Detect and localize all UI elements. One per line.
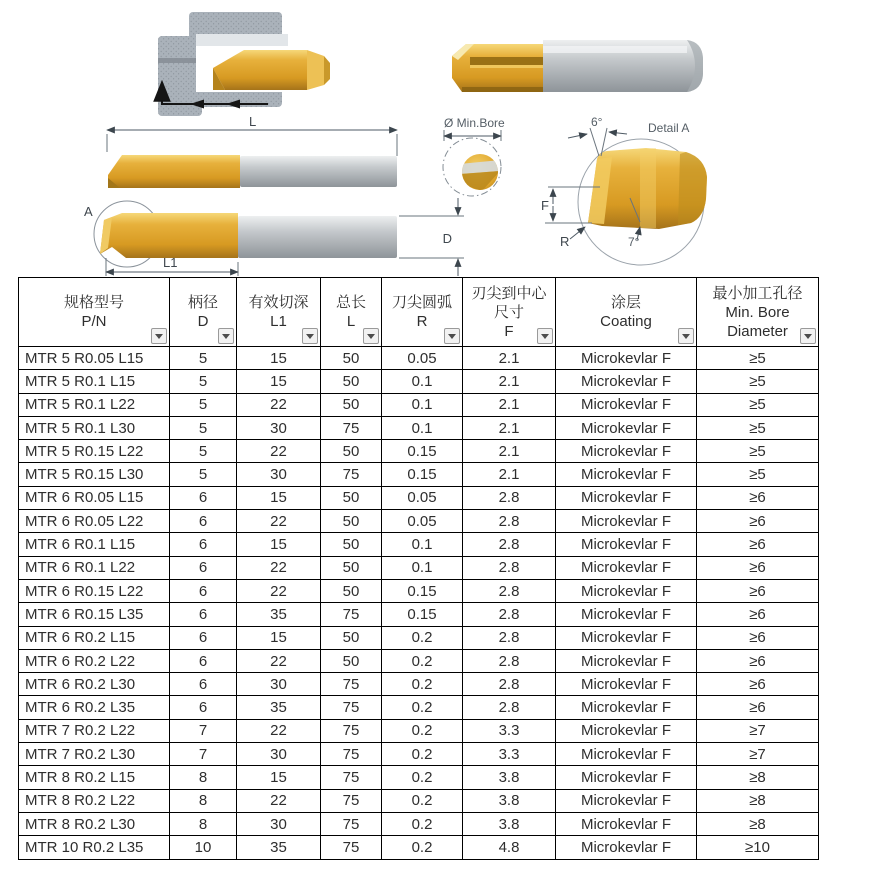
cell-l: 75 [321, 603, 382, 626]
table-row [19, 603, 819, 626]
cell-pn: MTR 6 R0.1 L15 [19, 533, 170, 556]
cell-r: 0.2 [382, 766, 463, 789]
cell-l1: 22 [237, 393, 321, 416]
cell-l1: 30 [237, 463, 321, 486]
cell-l1: 30 [237, 416, 321, 439]
clearance-angle-label: 7° [628, 235, 640, 249]
cell-d: 5 [170, 440, 237, 463]
cell-coating: Microkevlar F [556, 393, 697, 416]
table-row [19, 370, 819, 393]
cell-f: 3.3 [463, 743, 556, 766]
cell-d: 5 [170, 416, 237, 439]
cell-pn: MTR 6 R0.05 L22 [19, 510, 170, 533]
cell-f: 3.8 [463, 766, 556, 789]
table-row [19, 743, 819, 766]
cell-r: 0.2 [382, 743, 463, 766]
header-row [19, 278, 819, 347]
cell-minbore: ≥8 [697, 766, 819, 789]
spec-table-body [19, 347, 819, 860]
cell-d: 5 [170, 370, 237, 393]
col-header-r [382, 278, 463, 347]
table-row [19, 510, 819, 533]
chevron-down-icon [306, 334, 314, 339]
cell-l: 75 [321, 673, 382, 696]
cell-coating: Microkevlar F [556, 510, 697, 533]
cell-f: 2.1 [463, 347, 556, 370]
cell-coating: Microkevlar F [556, 836, 697, 859]
cell-l: 50 [321, 579, 382, 602]
cell-coating: Microkevlar F [556, 347, 697, 370]
cell-minbore: ≥6 [697, 603, 819, 626]
cell-l: 50 [321, 533, 382, 556]
cell-f: 2.8 [463, 556, 556, 579]
col-header-pn [19, 278, 170, 347]
cell-r: 0.15 [382, 579, 463, 602]
cell-f: 2.8 [463, 603, 556, 626]
cell-d: 8 [170, 766, 237, 789]
cell-minbore: ≥5 [697, 463, 819, 486]
cell-d: 7 [170, 743, 237, 766]
header-line: 尺寸 [493, 303, 524, 321]
cell-minbore: ≥8 [697, 812, 819, 835]
cell-d: 6 [170, 533, 237, 556]
cell-minbore: ≥5 [697, 440, 819, 463]
cell-r: 0.2 [382, 649, 463, 672]
cell-r: 0.2 [382, 696, 463, 719]
cell-coating: Microkevlar F [556, 463, 697, 486]
header-line: 最小加工孔径 [712, 284, 803, 302]
cell-f: 2.8 [463, 626, 556, 649]
header-line: L1 [270, 313, 287, 330]
cell-f: 2.1 [463, 463, 556, 486]
cell-l1: 30 [237, 673, 321, 696]
cell-f: 3.8 [463, 789, 556, 812]
cell-coating: Microkevlar F [556, 416, 697, 439]
cell-coating: Microkevlar F [556, 673, 697, 696]
cell-r: 0.15 [382, 603, 463, 626]
dim-label-L1: L1 [163, 255, 178, 270]
cell-minbore: ≥6 [697, 556, 819, 579]
cell-l1: 15 [237, 347, 321, 370]
col-header-d [170, 278, 237, 347]
cell-coating: Microkevlar F [556, 626, 697, 649]
cell-f: 2.1 [463, 440, 556, 463]
detail-a-diagram [541, 115, 707, 265]
table-row [19, 766, 819, 789]
cell-l: 50 [321, 440, 382, 463]
cell-r: 0.2 [382, 673, 463, 696]
dimension-drawing [84, 114, 464, 276]
cell-d: 5 [170, 463, 237, 486]
cell-l1: 15 [237, 370, 321, 393]
spec-table [18, 277, 819, 860]
cell-coating: Microkevlar F [556, 440, 697, 463]
cell-f: 2.8 [463, 510, 556, 533]
header-line: Min. Bore [725, 303, 790, 321]
table-row [19, 416, 819, 439]
cell-l1: 35 [237, 603, 321, 626]
cell-d: 6 [170, 556, 237, 579]
chevron-down-icon [155, 334, 163, 339]
cell-minbore: ≥6 [697, 486, 819, 509]
cell-l: 50 [321, 510, 382, 533]
cell-l1: 22 [237, 719, 321, 742]
chevron-down-icon [682, 334, 690, 339]
cell-pn: MTR 7 R0.2 L30 [19, 743, 170, 766]
header-line: 涂层 [610, 294, 641, 311]
cell-pn: MTR 10 R0.2 L35 [19, 836, 170, 859]
cell-f: 2.1 [463, 370, 556, 393]
cell-coating: Microkevlar F [556, 579, 697, 602]
cell-minbore: ≥6 [697, 649, 819, 672]
header-line: 柄径 [187, 294, 218, 311]
cell-minbore: ≥6 [697, 626, 819, 649]
cell-l1: 35 [237, 836, 321, 859]
table-row [19, 696, 819, 719]
cell-pn: MTR 6 R0.1 L22 [19, 556, 170, 579]
col-header-l1 [237, 278, 321, 347]
cell-coating: Microkevlar F [556, 486, 697, 509]
table-row [19, 556, 819, 579]
cell-l: 50 [321, 556, 382, 579]
table-row [19, 719, 819, 742]
table-row [19, 836, 819, 859]
cell-l1: 22 [237, 556, 321, 579]
cell-l: 50 [321, 393, 382, 416]
cell-pn: MTR 8 R0.2 L22 [19, 789, 170, 812]
workpiece-cutting-illustration [158, 12, 330, 116]
cell-coating: Microkevlar F [556, 649, 697, 672]
cell-l: 75 [321, 416, 382, 439]
detail-a-label: Detail A [648, 121, 690, 135]
cell-pn: MTR 5 R0.1 L22 [19, 393, 170, 416]
cell-pn: MTR 5 R0.15 L30 [19, 463, 170, 486]
cell-l: 75 [321, 463, 382, 486]
table-row [19, 393, 819, 416]
cell-minbore: ≥5 [697, 393, 819, 416]
cell-r: 0.1 [382, 533, 463, 556]
cell-pn: MTR 6 R0.2 L35 [19, 696, 170, 719]
cell-r: 0.1 [382, 416, 463, 439]
header-line: Diameter [727, 322, 788, 340]
chevron-down-icon [804, 334, 812, 339]
cell-r: 0.05 [382, 510, 463, 533]
dim-label-D: D [442, 231, 452, 246]
cell-pn: MTR 5 R0.15 L22 [19, 440, 170, 463]
cell-pn: MTR 6 R0.15 L22 [19, 579, 170, 602]
cell-d: 7 [170, 719, 237, 742]
cell-l: 50 [321, 626, 382, 649]
dim-label-F: F [541, 198, 549, 213]
cell-minbore: ≥6 [697, 510, 819, 533]
cell-coating: Microkevlar F [556, 789, 697, 812]
cell-f: 2.8 [463, 533, 556, 556]
cell-r: 0.15 [382, 463, 463, 486]
tool-photo [452, 40, 703, 92]
cell-d: 6 [170, 486, 237, 509]
cell-l1: 22 [237, 510, 321, 533]
cell-pn: MTR 6 R0.2 L22 [19, 649, 170, 672]
cell-f: 2.1 [463, 416, 556, 439]
filter-button[interactable] [800, 328, 816, 344]
cell-minbore: ≥6 [697, 673, 819, 696]
radius-label: R [560, 234, 570, 249]
cell-r: 0.2 [382, 812, 463, 835]
cell-pn: MTR 6 R0.2 L15 [19, 626, 170, 649]
cell-d: 5 [170, 393, 237, 416]
cell-pn: MTR 7 R0.2 L22 [19, 719, 170, 742]
cell-l1: 15 [237, 486, 321, 509]
cell-l: 75 [321, 696, 382, 719]
cell-minbore: ≥6 [697, 579, 819, 602]
header-line: 总长 [335, 294, 366, 311]
cell-l: 75 [321, 836, 382, 859]
header-line: R [416, 313, 428, 330]
spec-table-container [18, 277, 819, 860]
table-row [19, 347, 819, 370]
header-line: Coating [600, 313, 652, 330]
table-row [19, 649, 819, 672]
cell-f: 2.8 [463, 696, 556, 719]
cell-pn: MTR 6 R0.15 L35 [19, 603, 170, 626]
cell-pn: MTR 5 R0.1 L15 [19, 370, 170, 393]
cell-l: 75 [321, 812, 382, 835]
cell-r: 0.05 [382, 486, 463, 509]
cell-l1: 30 [237, 743, 321, 766]
cell-minbore: ≥5 [697, 347, 819, 370]
min-bore-label: Ø Min.Bore [444, 116, 505, 130]
cell-pn: MTR 6 R0.05 L15 [19, 486, 170, 509]
cell-minbore: ≥6 [697, 533, 819, 556]
cell-d: 6 [170, 626, 237, 649]
header-line: L [346, 313, 356, 330]
table-row [19, 812, 819, 835]
cell-f: 2.8 [463, 649, 556, 672]
cell-l1: 15 [237, 533, 321, 556]
filter-button[interactable] [444, 328, 460, 344]
cell-pn: MTR 8 R0.2 L15 [19, 766, 170, 789]
cell-l: 50 [321, 649, 382, 672]
cell-coating: Microkevlar F [556, 603, 697, 626]
cell-f: 2.1 [463, 393, 556, 416]
cell-coating: Microkevlar F [556, 696, 697, 719]
cell-minbore: ≥5 [697, 416, 819, 439]
cell-r: 0.1 [382, 393, 463, 416]
filter-button[interactable] [218, 328, 234, 344]
cell-r: 0.2 [382, 836, 463, 859]
cell-l: 50 [321, 486, 382, 509]
cell-d: 6 [170, 510, 237, 533]
cell-f: 2.8 [463, 486, 556, 509]
cell-r: 0.1 [382, 556, 463, 579]
cell-coating: Microkevlar F [556, 743, 697, 766]
table-row [19, 579, 819, 602]
cell-d: 6 [170, 696, 237, 719]
cell-d: 10 [170, 836, 237, 859]
cell-l: 75 [321, 789, 382, 812]
cell-pn: MTR 5 R0.1 L30 [19, 416, 170, 439]
cell-l: 75 [321, 766, 382, 789]
cell-l: 75 [321, 743, 382, 766]
table-row [19, 440, 819, 463]
cell-coating: Microkevlar F [556, 370, 697, 393]
table-row [19, 533, 819, 556]
cell-coating: Microkevlar F [556, 719, 697, 742]
cell-l1: 22 [237, 440, 321, 463]
cell-r: 0.2 [382, 789, 463, 812]
table-row [19, 673, 819, 696]
cell-r: 0.1 [382, 370, 463, 393]
col-header-minbore [697, 278, 819, 347]
filter-button[interactable] [678, 328, 694, 344]
cell-coating: Microkevlar F [556, 812, 697, 835]
cell-l1: 22 [237, 789, 321, 812]
chevron-down-icon [367, 334, 375, 339]
cell-d: 6 [170, 673, 237, 696]
cell-coating: Microkevlar F [556, 766, 697, 789]
cell-r: 0.05 [382, 347, 463, 370]
cell-l1: 35 [237, 696, 321, 719]
cell-minbore: ≥7 [697, 743, 819, 766]
col-header-coating [556, 278, 697, 347]
cell-coating: Microkevlar F [556, 556, 697, 579]
cell-l: 50 [321, 347, 382, 370]
cell-coating: Microkevlar F [556, 533, 697, 556]
header-line: D [197, 313, 209, 330]
cell-d: 6 [170, 603, 237, 626]
cell-d: 5 [170, 347, 237, 370]
cell-r: 0.15 [382, 440, 463, 463]
col-header-f [463, 278, 556, 347]
header-line: F [504, 322, 514, 340]
cell-l1: 15 [237, 626, 321, 649]
cell-pn: MTR 6 R0.2 L30 [19, 673, 170, 696]
cell-f: 2.8 [463, 579, 556, 602]
min-bore-diagram [443, 116, 505, 196]
cell-minbore: ≥8 [697, 789, 819, 812]
header-line: 有效切深 [248, 294, 309, 311]
cell-r: 0.2 [382, 626, 463, 649]
cell-pn: MTR 8 R0.2 L30 [19, 812, 170, 835]
filter-button[interactable] [363, 328, 379, 344]
cell-l1: 30 [237, 812, 321, 835]
cell-l1: 22 [237, 649, 321, 672]
cell-minbore: ≥6 [697, 696, 819, 719]
cell-f: 4.8 [463, 836, 556, 859]
cell-d: 8 [170, 812, 237, 835]
chevron-down-icon [448, 334, 456, 339]
cell-r: 0.2 [382, 719, 463, 742]
cell-pn: MTR 5 R0.05 L15 [19, 347, 170, 370]
chevron-down-icon [541, 334, 549, 339]
table-row [19, 463, 819, 486]
header-line: 刃尖到中心 [471, 284, 547, 302]
cell-minbore: ≥10 [697, 836, 819, 859]
filter-button[interactable] [302, 328, 318, 344]
rake-angle-label: 6° [591, 115, 603, 129]
cell-f: 3.3 [463, 719, 556, 742]
cell-l1: 22 [237, 579, 321, 602]
table-row [19, 626, 819, 649]
cell-d: 6 [170, 579, 237, 602]
chevron-down-icon [222, 334, 230, 339]
header-line: P/N [81, 313, 107, 330]
filter-button[interactable] [537, 328, 553, 344]
cell-minbore: ≥7 [697, 719, 819, 742]
cell-d: 8 [170, 789, 237, 812]
cell-l1: 15 [237, 766, 321, 789]
cell-minbore: ≥5 [697, 370, 819, 393]
cell-f: 2.8 [463, 673, 556, 696]
filter-button[interactable] [151, 328, 167, 344]
cell-l: 50 [321, 370, 382, 393]
table-row [19, 789, 819, 812]
header-line: 规格型号 [63, 294, 124, 311]
cell-f: 3.8 [463, 812, 556, 835]
cell-l: 75 [321, 719, 382, 742]
header-line: 刀尖圆弧 [391, 294, 452, 311]
detail-marker-A: A [84, 204, 93, 219]
technical-drawings [0, 0, 891, 277]
col-header-l [321, 278, 382, 347]
table-row [19, 486, 819, 509]
cell-d: 6 [170, 649, 237, 672]
dim-label-L: L [249, 114, 257, 129]
